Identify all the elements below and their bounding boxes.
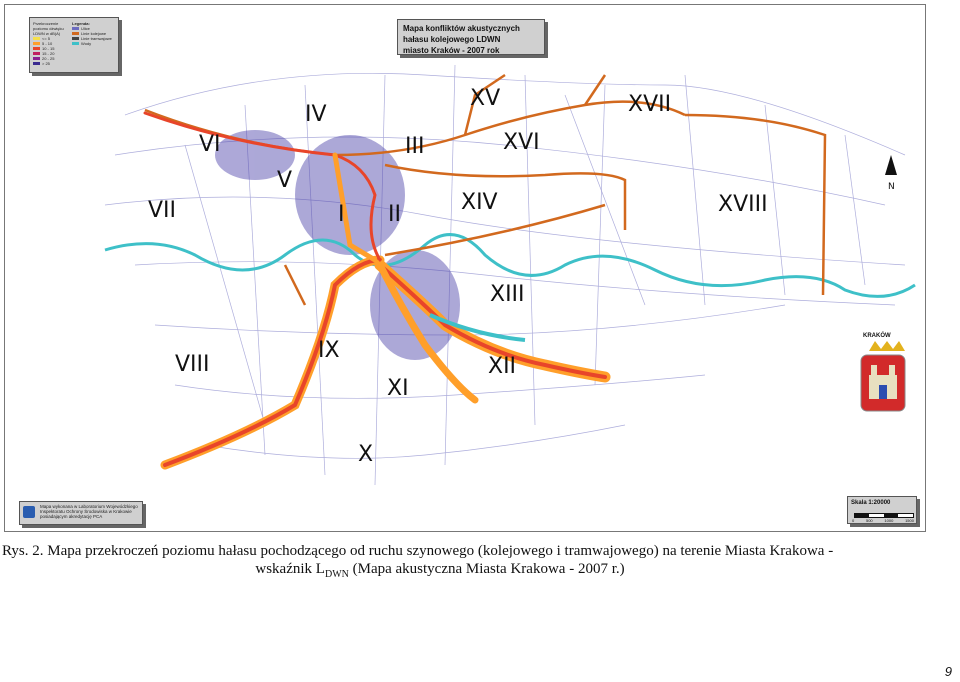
north-label: N xyxy=(888,182,895,192)
district-label: X xyxy=(358,442,374,467)
caption-index-prefix: wskaźnik L xyxy=(255,561,325,577)
legend-item: Linie kolejowe xyxy=(81,31,107,36)
legend-level: <= 5 xyxy=(42,36,51,41)
lab-note-box xyxy=(19,501,143,525)
legend-item: Linie tramwajowe xyxy=(81,36,112,41)
legend-swatch xyxy=(72,27,79,30)
street-network xyxy=(105,65,905,485)
legend-swatch xyxy=(72,37,79,40)
legend-right-title: Legenda: xyxy=(72,21,90,26)
district-label: V xyxy=(277,168,293,193)
district-label: XIII xyxy=(490,282,525,307)
district-label: XVI xyxy=(503,130,540,155)
district-label: XVII xyxy=(628,92,672,117)
scale-box xyxy=(847,496,917,524)
caption-source: (Mapa akustyczna Miasta Krakowa - 2007 r.) xyxy=(348,561,625,577)
legend-swatch xyxy=(33,52,40,55)
caption-line-2 xyxy=(2,560,958,584)
legend-left-title: Przekroczenie poziomu dźwięku LDWN w dB(A) xyxy=(33,21,64,36)
wios-logo-icon xyxy=(23,506,35,518)
map-title-box xyxy=(397,19,545,55)
legend-level: 10 - 15 xyxy=(42,46,55,51)
scale-tick: 1000 xyxy=(884,518,894,523)
legend-item: Ulice xyxy=(81,26,90,31)
district-label: III xyxy=(405,134,425,159)
legend-item: Wody xyxy=(81,41,92,46)
district-label: XIV xyxy=(461,190,498,215)
krakow-coat-of-arms xyxy=(861,341,905,411)
scale-tick: 0 xyxy=(852,518,855,523)
legend-swatch xyxy=(72,42,79,45)
district-label: XVIII xyxy=(718,192,768,217)
legend-level: 20 - 25 xyxy=(42,56,55,61)
scale-tick: 1500 xyxy=(905,518,914,523)
district-label: IX xyxy=(318,338,340,363)
caption-index-subscript: DWN xyxy=(324,569,349,580)
legend-swatch xyxy=(33,37,40,40)
legend-swatch xyxy=(72,32,79,35)
crest-label: KRAKÓW xyxy=(863,333,891,339)
scale-label: Skala 1:20000 xyxy=(851,500,891,506)
district-label: VIII xyxy=(175,352,210,377)
north-arrow xyxy=(885,155,897,192)
legend-level: > 25 xyxy=(42,61,50,66)
scale-tick: 500 xyxy=(865,518,873,523)
district-label: VII xyxy=(148,198,177,223)
district-label: IV xyxy=(305,102,327,127)
district-label: VI xyxy=(199,132,221,157)
district-label: XI xyxy=(387,376,409,401)
district-label: II xyxy=(388,202,401,227)
map-title-line: miasto Kraków - 2007 rok xyxy=(403,46,500,55)
noise-map xyxy=(4,4,926,532)
district-label: I xyxy=(338,202,345,227)
caption-line-1: Rys. 2. Mapa przekroczeń poziomu hałasu pochodzącego od ruchu szynowego (kolejowego i tramwajowego) na terenie Miasta Krakowa - xyxy=(2,543,834,559)
legend-swatch xyxy=(33,57,40,60)
legend-swatch xyxy=(33,47,40,50)
legend-swatch xyxy=(33,62,40,65)
legend-swatch xyxy=(33,42,40,45)
map-title-line: Mapa konfliktów akustycznych xyxy=(403,24,520,33)
map-legend xyxy=(29,17,119,73)
district-label: XII xyxy=(488,354,517,379)
map-canvas xyxy=(5,5,925,531)
figure-caption xyxy=(2,542,958,584)
map-title-line: hałasu kolejowego LDWN xyxy=(403,35,501,44)
legend-level: 15 - 20 xyxy=(42,51,55,56)
page-number: 9 xyxy=(944,664,952,679)
district-label: XV xyxy=(470,86,501,111)
legend-level: 5 - 10 xyxy=(42,41,53,46)
lab-note-text: Mapa wykonana w Laboratorium Wojewódzkiego Inspektoratu Ochrony Środowiska w Krakowie posiadającym akredytację PCA xyxy=(40,504,138,519)
